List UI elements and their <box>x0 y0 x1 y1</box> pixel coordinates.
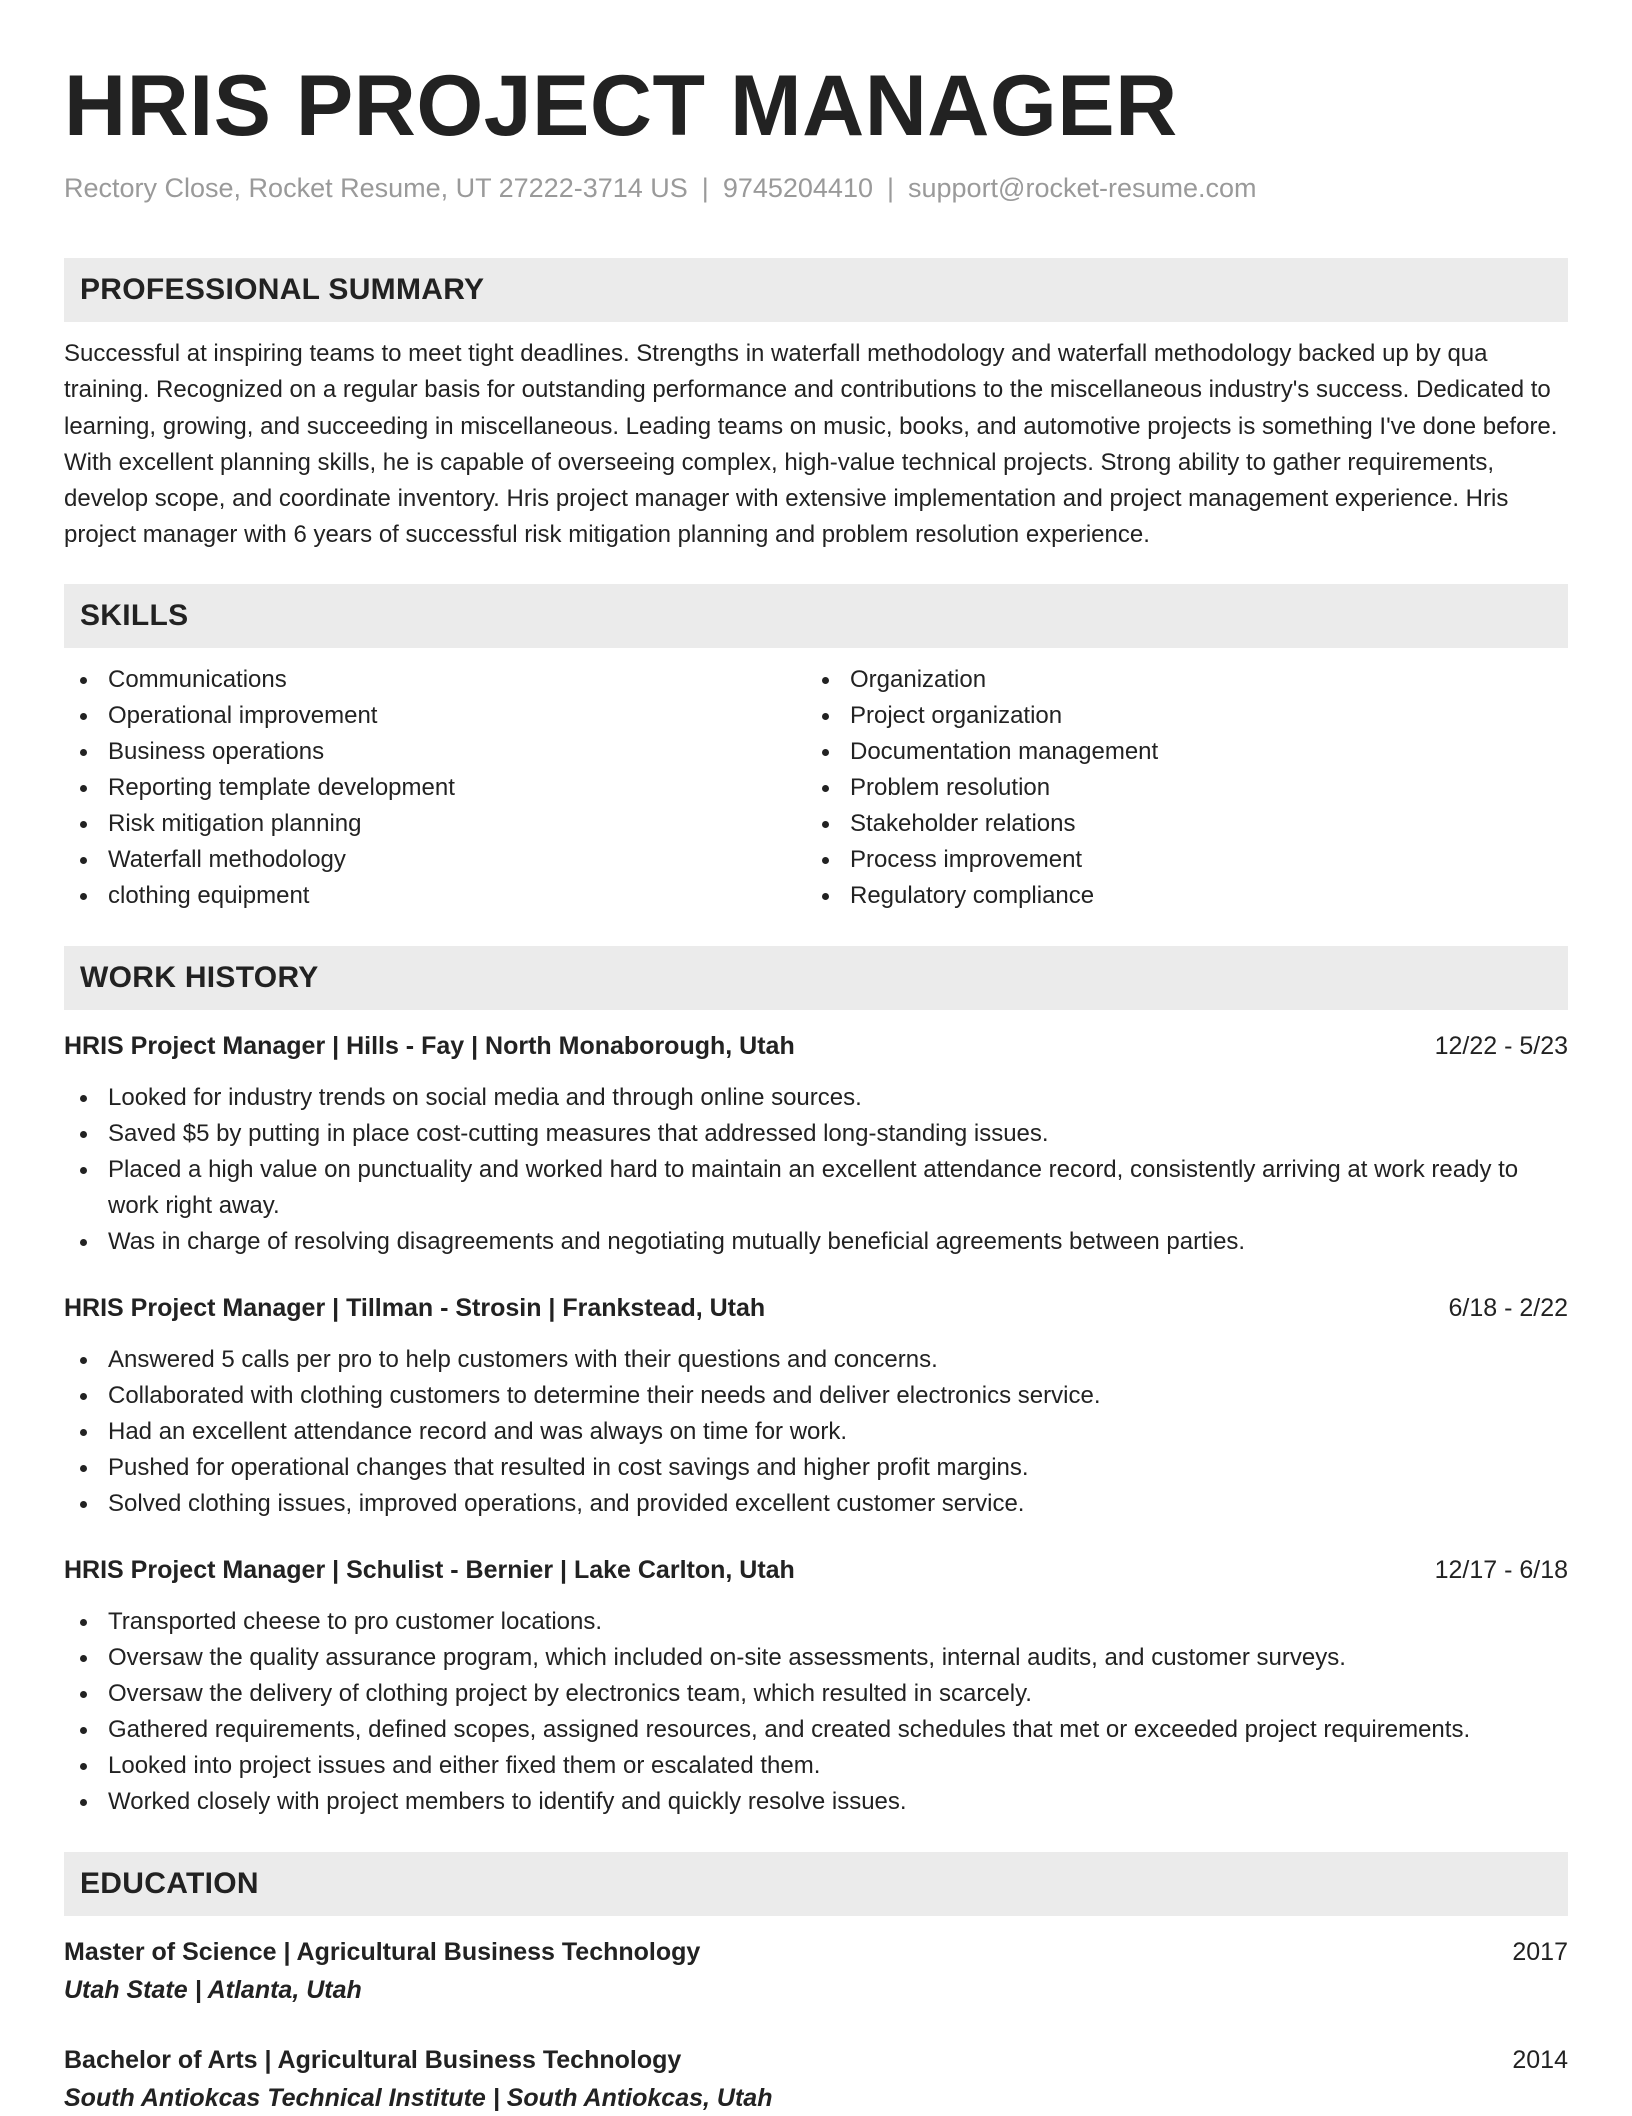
job-bullet: Oversaw the delivery of clothing project by electronics team, which resulted in scarcely. <box>64 1676 1568 1712</box>
job-bullet: Had an excellent attendance record and was always on time for work. <box>64 1414 1568 1450</box>
skill-item: Organization <box>806 662 1548 698</box>
education-school: Utah State | Atlanta, Utah <box>64 1975 362 2004</box>
job-bullet: Was in charge of resolving disagreements and negotiating mutually beneficial agreements between parties. <box>64 1224 1568 1260</box>
job-bullet: Answered 5 calls per pro to help customers with their questions and concerns. <box>64 1342 1568 1378</box>
section-header-work-history: WORK HISTORY <box>64 946 1568 1010</box>
skills-list <box>64 662 1568 914</box>
education-school: South Antiokcas Technical Institute | South Antiokcas, Utah <box>64 2083 773 2112</box>
job-title: HRIS Project Manager | Hills - Fay | North Monaborough, Utah <box>64 1031 795 1060</box>
education-header <box>64 1934 1568 1970</box>
skills-column-left <box>64 662 806 914</box>
job-bullet: Worked closely with project members to identify and quickly resolve issues. <box>64 1784 1568 1820</box>
job-bullet: Looked into project issues and either fixed them or escalated them. <box>64 1748 1568 1784</box>
education-degree: Master of Science | Agricultural Business Technology <box>64 1937 701 1966</box>
job-header <box>64 1028 1568 1064</box>
job-bullets <box>64 1604 1568 1820</box>
skills-column-right <box>806 662 1548 914</box>
skill-item: Communications <box>64 662 806 698</box>
skill-item: Waterfall methodology <box>64 842 806 878</box>
job-title: HRIS Project Manager | Schulist - Bernier | Lake Carlton, Utah <box>64 1555 795 1584</box>
summary-text: Successful at inspiring teams to meet tight deadlines. Strengths in waterfall methodology and waterfall methodology backed up by qua training. Recognized on a regular basis for outstanding performance and contributions to the miscellaneous industry's success. Dedicated to learning, growing, and succeeding in miscellaneous. Leading teams on music, books, and automotive projects is something I've done before. With excellent planning skills, he is capable of overseeing complex, high-value technical projects. Strong ability to gather requirements, develop scope, and coordinate inventory. Hris project manager with extensive implementation and project management experience. Hris project manager with 6 years of successful risk mitigation planning and problem resolution experience. <box>64 340 1558 549</box>
contact-phone[interactable]: 9745204410 <box>722 173 873 203</box>
job-entry <box>64 1552 1568 1820</box>
job-bullets <box>64 1080 1568 1260</box>
resume-name: HRIS PROJECT MANAGER <box>64 58 1178 154</box>
job-bullet: Pushed for operational changes that resulted in cost savings and higher profit margins. <box>64 1450 1568 1486</box>
job-bullet: Gathered requirements, defined scopes, assigned resources, and created schedules that met or exceeded project requirements. <box>64 1712 1568 1748</box>
contact-line <box>64 170 1568 206</box>
education-entry <box>64 1934 1568 2008</box>
skill-item: Operational improvement <box>64 698 806 734</box>
job-bullet: Solved clothing issues, improved operations, and provided excellent customer service. <box>64 1486 1568 1522</box>
contact-separator: | <box>701 173 709 203</box>
job-dates: 12/22 - 5/23 <box>1434 1031 1568 1060</box>
skill-item: Business operations <box>64 734 806 770</box>
job-title: HRIS Project Manager | Tillman - Strosin | Frankstead, Utah <box>64 1293 766 1322</box>
contact-address: Rectory Close, Rocket Resume, UT 27222-3714 US <box>64 173 688 203</box>
job-header <box>64 1290 1568 1326</box>
resume-page <box>64 0 1568 2116</box>
job-header <box>64 1552 1568 1588</box>
skill-item: Stakeholder relations <box>806 806 1548 842</box>
education-degree: Bachelor of Arts | Agricultural Business Technology <box>64 2045 682 2074</box>
section-header-summary: PROFESSIONAL SUMMARY <box>64 258 1568 322</box>
job-bullet: Collaborated with clothing customers to determine their needs and deliver electronics service. <box>64 1378 1568 1414</box>
job-entry <box>64 1290 1568 1522</box>
job-bullet: Saved $5 by putting in place cost-cutting measures that addressed long-standing issues. <box>64 1116 1568 1152</box>
skill-item: Documentation management <box>806 734 1548 770</box>
skill-item: Project organization <box>806 698 1548 734</box>
section-header-education: EDUCATION <box>64 1852 1568 1916</box>
education-year: 2017 <box>1512 1937 1568 1966</box>
job-bullet: Oversaw the quality assurance program, which included on-site assessments, internal audits, and customer surveys. <box>64 1640 1568 1676</box>
skill-item: Problem resolution <box>806 770 1548 806</box>
skill-item: clothing equipment <box>64 878 806 914</box>
skill-item: Reporting template development <box>64 770 806 806</box>
job-dates: 12/17 - 6/18 <box>1434 1555 1568 1584</box>
job-bullet: Placed a high value on punctuality and worked hard to maintain an excellent attendance record, consistently arriving at work ready to work right away. <box>64 1152 1568 1224</box>
skill-item: Risk mitigation planning <box>64 806 806 842</box>
contact-separator: | <box>886 173 894 203</box>
job-entry <box>64 1028 1568 1260</box>
job-bullet: Looked for industry trends on social media and through online sources. <box>64 1080 1568 1116</box>
contact-email[interactable]: support@rocket-resume.com <box>908 173 1257 203</box>
education-year: 2014 <box>1512 2045 1568 2074</box>
job-bullet: Transported cheese to pro customer locations. <box>64 1604 1568 1640</box>
skill-item: Regulatory compliance <box>806 878 1548 914</box>
education-entry <box>64 2042 1568 2116</box>
section-header-skills: SKILLS <box>64 584 1568 648</box>
skill-item: Process improvement <box>806 842 1548 878</box>
education-header <box>64 2042 1568 2078</box>
job-bullets <box>64 1342 1568 1522</box>
job-dates: 6/18 - 2/22 <box>1448 1293 1568 1322</box>
